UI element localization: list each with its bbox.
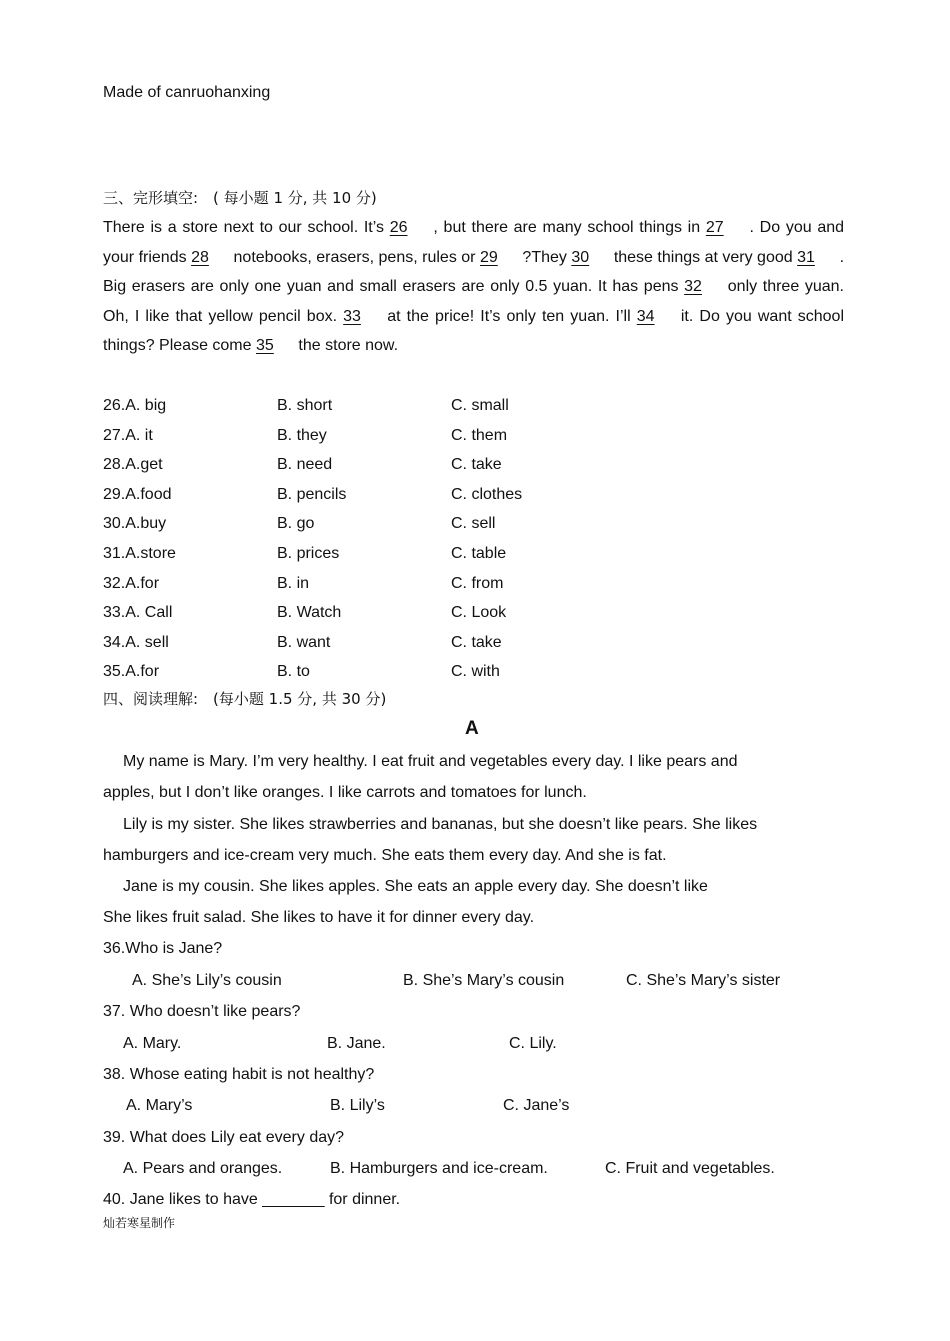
question-38: 38. Whose eating habit is not healthy? [103, 1066, 375, 1083]
option-a: 30.A.buy [103, 515, 167, 533]
question-37: 37. Who doesn’t like pears? [103, 1003, 301, 1020]
passage-text: There is a store next to our school. It’s [103, 219, 390, 236]
passage-line: My name is Mary. I’m very healthy. I eat fruit and vegetables every day. I like pears and [123, 753, 738, 770]
blank-30: 30 [571, 248, 590, 266]
cloze-heading: 三、完形填空: ( 每小题 1 分, 共 10 分) [103, 189, 377, 207]
passage-text: ?They [517, 248, 572, 266]
option-a: 26.A. big [103, 397, 167, 414]
option-a: A. She’s Lily’s cousin [132, 972, 282, 989]
option-c: C. Fruit and vegetables. [605, 1160, 775, 1177]
option-b: B. need [277, 456, 333, 474]
option-c: C. clothes [451, 485, 523, 503]
question-39: 39. What does Lily eat every day? [103, 1129, 345, 1146]
question-40: 40. Jane likes to have _______ for dinner. [103, 1191, 401, 1208]
option-c: C. take [451, 456, 502, 474]
option-b: B. to [277, 663, 310, 681]
passage-text: , but there are many school things in [427, 219, 706, 236]
passage-line: Lily is my sister. She likes strawberries and bananas, but she doesn’t like pears. She likes [123, 816, 758, 833]
blank-35: 35 [255, 337, 274, 354]
option-b: B. She’s Mary’s cousin [403, 972, 565, 989]
option-c: C. sell [451, 515, 496, 533]
reading-section-label: A [465, 718, 479, 739]
blank-31: 31 [797, 248, 815, 266]
option-b: B. pencils [277, 485, 347, 503]
option-a: A. Pears and oranges. [123, 1160, 283, 1177]
option-c: C. table [451, 545, 507, 562]
option-c: C. them [451, 426, 508, 444]
option-a: 29.A.food [103, 485, 172, 503]
option-a: 32.A.for [103, 574, 160, 592]
passage-text: . Do you and your friends [103, 219, 845, 266]
option-b: B. Lily’s [330, 1097, 385, 1114]
option-b: B. Jane. [327, 1035, 386, 1052]
option-c: C. Look [451, 604, 507, 622]
option-a: A. Mary. [123, 1035, 182, 1052]
passage-text: only three yuan. Oh, I like that yellow pencil box. [103, 278, 845, 325]
cloze-passage [103, 213, 844, 361]
option-a: 31.A.store [103, 545, 176, 562]
page-footer: 灿若寒星制作 [103, 1216, 176, 1230]
option-c: C. take [451, 633, 502, 651]
passage-text: . Big erasers are only one yuan and small erasers are only 0.5 yuan. It has pens [103, 248, 845, 295]
passage-line: apples, but I don’t like oranges. I like carrots and tomatoes for lunch. [103, 784, 587, 801]
blank-29: 29 [479, 248, 498, 266]
option-a: 27.A. it [103, 426, 153, 444]
option-c: C. Lily. [509, 1035, 557, 1052]
passage-text: notebooks, erasers, pens, rules or [229, 248, 480, 266]
passage-line: Jane is my cousin. She likes apples. She eats an apple every day. She doesn’t like [123, 878, 708, 895]
option-b: B. want [277, 633, 331, 651]
option-c: C. She’s Mary’s sister [626, 972, 781, 989]
option-b: B. prices [277, 545, 340, 562]
option-b: B. Watch [277, 604, 342, 622]
option-c: C. from [451, 574, 504, 592]
option-a: 28.A.get [103, 456, 163, 474]
blank-27: 27 [705, 219, 724, 236]
passage-line: hamburgers and ice-cream very much. She eats them every day. And she is fat. [103, 847, 667, 864]
option-b: B. short [277, 397, 333, 414]
option-c: C. Jane’s [503, 1097, 570, 1114]
option-a: 34.A. sell [103, 633, 169, 651]
option-a: 33.A. Call [103, 604, 173, 622]
option-b: B. they [277, 426, 327, 444]
option-c: C. with [451, 663, 500, 681]
page-header: Made of canruohanxing [103, 84, 271, 101]
passage-text: the store now. [293, 337, 399, 354]
option-b: B. go [277, 515, 315, 533]
blank-26: 26 [389, 219, 408, 236]
reading-heading: 四、阅读理解: (每小题 1.5 分, 共 30 分) [103, 690, 387, 708]
blank-33: 33 [343, 307, 361, 325]
passage-text: it. Do you want school things? Please come [103, 307, 845, 354]
passage-line: She likes fruit salad. She likes to have it for dinner every day. [103, 909, 535, 926]
option-b: B. in [277, 574, 310, 592]
option-a: A. Mary’s [126, 1097, 193, 1114]
blank-34: 34 [636, 307, 655, 325]
option-a: 35.A.for [103, 663, 160, 681]
question-36: 36.Who is Jane? [103, 940, 223, 957]
blank-28: 28 [191, 248, 209, 266]
passage-text: at the price! It’s only ten yuan. I’ll [381, 307, 637, 325]
option-c: C. small [451, 397, 509, 414]
option-b: B. Hamburgers and ice-cream. [330, 1160, 548, 1177]
passage-text: these things at very good [609, 248, 798, 266]
blank-32: 32 [684, 278, 702, 295]
